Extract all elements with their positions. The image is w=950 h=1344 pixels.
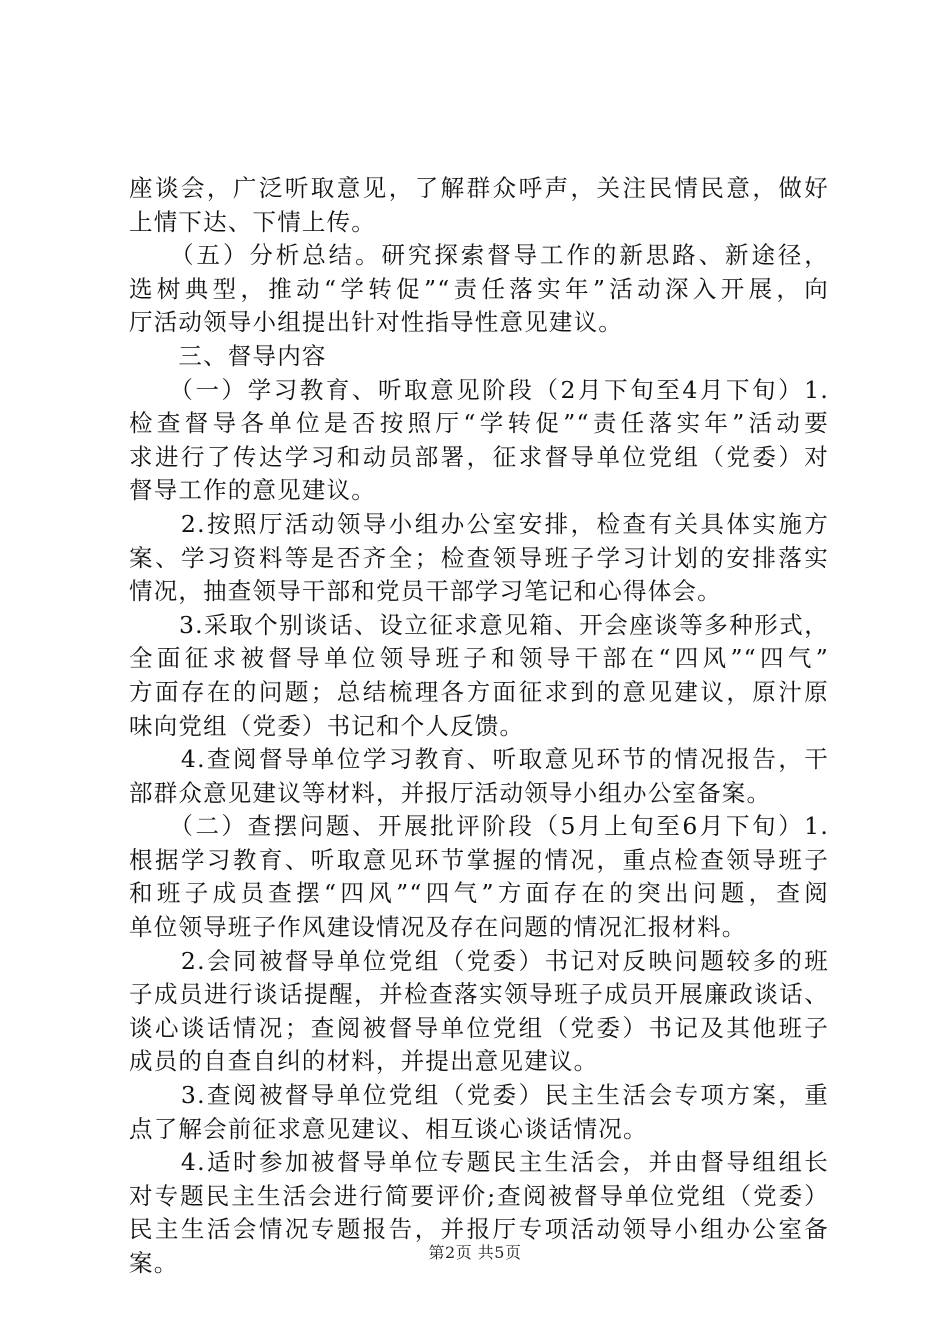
text-line: （二）查摆问题、开展批评阶段（5月上旬至6月下旬）1. xyxy=(129,812,829,841)
text-line: 厅活动领导小组提出针对性指导性意见建议。 xyxy=(129,308,623,337)
paragraph xyxy=(129,945,829,1079)
text-line: 案、学习资料等是否齐全；检查领导班子学习计划的安排落实 xyxy=(129,543,829,572)
text-line: 全面征求被督导单位领导班子和领导干部在“四风”“四气” xyxy=(129,644,829,673)
text-line: 方面存在的问题；总结梳理各方面征求到的意见建议，原汁原 xyxy=(129,677,829,706)
page-number-footer: 第2页 共5页 xyxy=(428,1243,522,1262)
text-line: 味向党组（党委）书记和个人反馈。 xyxy=(129,711,525,740)
text-line: 部群众意见建议等材料，并报厅活动领导小组办公室备案。 xyxy=(129,778,772,807)
paragraph xyxy=(129,810,829,944)
text-line: 民主生活会情况专题报告，并报厅专项活动领导小组办公室备 xyxy=(129,1215,829,1244)
text-line: 选树典型，推动“学转促”“责任落实年”活动深入开展，向 xyxy=(129,274,829,303)
text-line: 2.会同被督导单位党组（党委）书记对反映问题较多的班 xyxy=(129,946,829,975)
text-line: 3.采取个别谈话、设立征求意见箱、开会座谈等多种形式， xyxy=(129,610,829,639)
paragraph xyxy=(129,172,829,239)
text-line: 上情下达、下情上传。 xyxy=(129,207,376,236)
text-line: （一）学习教育、听取意见阶段（2月下旬至4月下旬）1. xyxy=(129,375,829,404)
text-line: 子成员进行谈话提醒，并检查落实领导班子成员开展廉政谈话、 xyxy=(129,980,829,1009)
paragraph xyxy=(129,340,829,374)
paragraph xyxy=(129,609,829,743)
paragraph xyxy=(129,743,829,810)
paragraph xyxy=(129,239,829,340)
document-body xyxy=(129,172,829,1281)
text-line: 点了解会前征求意见建议、相互谈心谈话情况。 xyxy=(129,1114,648,1143)
text-line: 谈心谈话情况；查阅被督导单位党组（党委）书记及其他班子 xyxy=(129,1013,829,1042)
text-line: 和班子成员查摆“四风”“四气”方面存在的突出问题，查阅 xyxy=(129,879,829,908)
paragraph xyxy=(129,1079,829,1146)
text-line: 案。 xyxy=(129,1249,179,1277)
text-line: 对专题民主生活会进行简要评价;查阅被督导单位党组（党委） xyxy=(129,1181,829,1210)
text-line: 求进行了传达学习和动员部署，征求督导单位党组（党委）对 xyxy=(129,442,829,471)
paragraph xyxy=(129,374,829,508)
paragraph xyxy=(129,508,829,609)
text-line: （五）分析总结。研究探索督导工作的新思路、新途径， xyxy=(129,241,829,270)
text-line: 成员的自查自纠的材料，并提出意见建议。 xyxy=(129,1047,599,1076)
text-line: 三、督导内容 xyxy=(129,341,327,370)
text-line: 3.查阅被督导单位党组（党委）民主生活会专项方案，重 xyxy=(129,1081,829,1110)
text-line: 4.查阅督导单位学习教育、听取意见环节的情况报告，干 xyxy=(129,745,829,774)
text-line: 单位领导班子作风建设情况及存在问题的情况汇报材料。 xyxy=(129,913,747,942)
text-line: 座谈会，广泛听取意见，了解群众呼声，关注民情民意，做好 xyxy=(129,174,829,202)
text-line: 检查督导各单位是否按照厅“学转促”“责任落实年”活动要 xyxy=(129,409,829,438)
text-line: 根据学习教育、听取意见环节掌握的情况，重点检查领导班子 xyxy=(129,845,829,874)
text-line: 4.适时参加被督导单位专题民主生活会，并由督导组组长 xyxy=(129,1148,829,1177)
text-line: 情况，抽查领导干部和党员干部学习笔记和心得体会。 xyxy=(129,577,722,606)
text-line: 2.按照厅活动领导小组办公室安排，检查有关具体实施方 xyxy=(129,509,829,538)
text-line: 督导工作的意见建议。 xyxy=(129,476,376,505)
